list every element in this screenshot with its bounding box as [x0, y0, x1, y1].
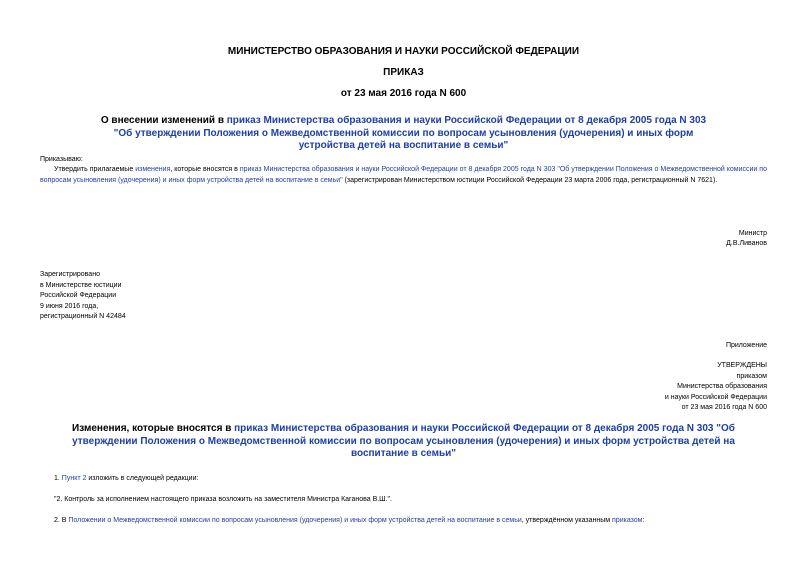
doc-type-heading: ПРИКАЗ: [383, 67, 424, 78]
changes-title-link[interactable]: приказ Министерства образования и науки Российской Федерации от 8 декабря 2005 года N 303 "Об утверждении Положения о Межведомственной комиссии по вопросам усыновления (удочерения) и иных форм устройства детей на воспитание в семьи": [72, 423, 735, 459]
registration-line: в Министерстве юстиции: [40, 281, 122, 289]
title-link-order-303[interactable]: приказ Министерства образования и науки Российской Федерации от 8 декабря 2005 года N 303 "Об утверждении Положения о Межведомственной комиссии по вопросам усыновления (удочерения) и иных форм устройства детей на воспитание в семьи": [113, 115, 707, 151]
ministry-heading: МИНИСТЕРСТВО ОБРАЗОВАНИЯ И НАУКИ РОССИЙСКОЙ ФЕДЕРАЦИИ: [227, 46, 580, 57]
approved-word: УТВЕРЖДЕНЫ: [717, 362, 767, 369]
approval-line: от 23 мая 2016 года N 600: [681, 404, 767, 411]
p1-text-b: , которые вносятся в: [170, 166, 240, 173]
changes-title: [50, 423, 757, 461]
approval-line: приказом: [736, 372, 767, 380]
approval-line: Министерства образования: [677, 383, 767, 390]
p1-text-a: Утвердить прилагаемые: [54, 166, 136, 173]
approval-block: [665, 361, 767, 414]
p1-text-c: (зарегистрирован Министерством юстиции Российской Федерации 23 марта 2006 года, регистрационный N 7621).: [342, 176, 718, 184]
registration-line: 9 июня 2016 года,: [40, 302, 99, 310]
regulation-link[interactable]: Положении о Межведомственной комиссии по вопросам усыновления (удочерения) и иных форм устройства детей на воспитание в семьи: [68, 517, 522, 524]
registration-line: Российской Федерации: [40, 292, 117, 299]
order-title: [100, 115, 707, 153]
quoted-text: "2. Контроль за исполнением настоящего приказа возложить на заместителя Министра Каганова В.Ш.".: [54, 496, 392, 503]
item-2-text-a: 2. В: [54, 517, 69, 524]
item-2-text-c: :: [642, 517, 645, 524]
item-2: [54, 516, 644, 527]
item-1: [54, 474, 198, 485]
item-2-text-b: , утверждённом указанным: [521, 517, 613, 524]
order-link[interactable]: приказом: [612, 517, 643, 524]
order-word: Приказываю:: [40, 156, 83, 163]
signature-name: Д.В.Ливанов: [726, 240, 767, 247]
registration-line: регистрационный N 42484: [40, 313, 126, 320]
order-paragraph: [40, 165, 767, 186]
changes-link[interactable]: изменения: [135, 166, 171, 173]
item-1-number: 1.: [54, 475, 62, 482]
changes-title-prefix: Изменения, которые вносятся в: [72, 423, 235, 434]
registration-block: [40, 270, 126, 323]
signature-role: Министр: [738, 230, 767, 237]
point-2-link[interactable]: Пункт 2: [61, 475, 87, 482]
order-date: от 23 мая 2016 года N 600: [340, 88, 467, 99]
title-prefix: О внесении изменений в: [100, 115, 227, 126]
order-303-link[interactable]: приказ Министерства образования и науки Российской Федерации от 8 декабря 2005 года N 303 "Об утверждении Положения о Межведомственной комиссии по вопросам усыновления (удочерения) и иных форм устройства детей на воспитание в семьи": [40, 166, 767, 184]
approval-line: и науки Российской Федерации: [664, 393, 767, 401]
item-1-text: изложить в следующей редакции:: [86, 475, 199, 482]
appendix-label: Приложение: [725, 342, 767, 349]
registration-line: Зарегистрировано: [40, 271, 100, 278]
